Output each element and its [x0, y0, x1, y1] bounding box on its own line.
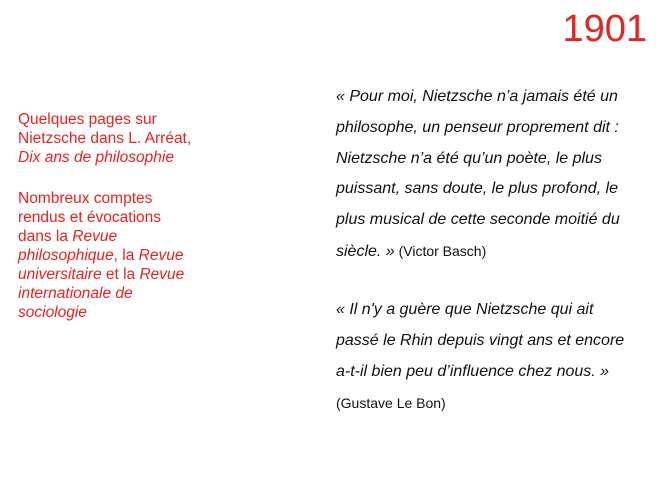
quote-lebon [336, 295, 636, 420]
note-reviews [18, 189, 193, 322]
note-arreat [18, 110, 193, 167]
right-column [336, 82, 636, 447]
quote-lebon-text: « Il n'y a guère que Nietzsche qui ait passé le Rhin depuis vingt ans et encore a-t-il bien peu d’influence chez nous. » [336, 300, 625, 381]
note-arreat-title: Dix ans de philosophie [18, 149, 174, 166]
note-reviews-revue-sociologie: Revue internationale de sociologie [18, 266, 185, 321]
quote-lebon-author: (Gustave Le Bon) [336, 395, 446, 412]
quote-basch [336, 82, 636, 268]
note-reviews-revue-philosophique: Revue philosophique [18, 228, 118, 264]
left-column [18, 110, 193, 344]
note-arreat-text: Quelques pages sur Nietzsche dans L. Arréat, [18, 111, 192, 147]
year-title: 1901 [562, 8, 647, 50]
note-reviews-text-2: , la [113, 247, 139, 264]
note-reviews-text-3: et la [101, 266, 140, 283]
quote-basch-author: (Victor Basch) [394, 242, 487, 259]
note-reviews-text-1: Nombreux comptes rendus et évocations dans la [18, 190, 162, 245]
note-reviews-revue-universitaire: Revue universitaire [18, 247, 184, 283]
quote-basch-text: « Pour moi, Nietzsche n’a jamais été un philosophe, un penseur proprement dit : Nietzsche n’a été qu’un poète, le plus puissant, sans doute, le plus profond, le plus musical de cette seconde moitié du siècle. » [336, 88, 620, 260]
